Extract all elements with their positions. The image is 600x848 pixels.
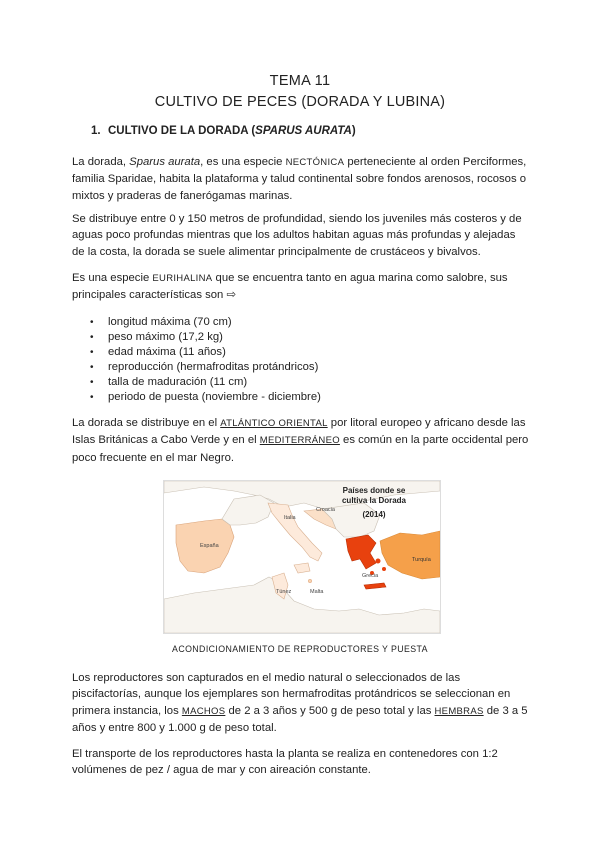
p1-text-a: La dorada, bbox=[72, 156, 130, 168]
map-title-line2: cultiva la Dorada bbox=[341, 496, 407, 505]
map-country-greece bbox=[346, 535, 376, 569]
p4-term-mediterraneo: MEDITERRÁNEO bbox=[259, 435, 340, 447]
map-title-year: (2014) bbox=[362, 510, 386, 519]
list-item: • peso máximo (17,2 kg) bbox=[90, 330, 321, 345]
p1-term-nectonica: NECTÓNICA bbox=[285, 157, 345, 168]
p4-text-e: es común en la parte occidental pero poco frecuente en el mar Negro. bbox=[72, 434, 529, 464]
map-label-greece: Grecia bbox=[362, 573, 379, 579]
section-heading-text: CULTIVO DE LA DORADA ( bbox=[108, 125, 256, 137]
map-label-tunisia: Túnez bbox=[276, 589, 292, 595]
list-item: • talla de maduración (11 cm) bbox=[90, 375, 321, 390]
p5-text-a: Los reproductores son capturados en el medio natural o seleccionados de las piscifactorías, aunque los ejemplares son hermafroditas protándricos se seleccionan en primera instancia, los bbox=[72, 672, 511, 717]
paragraph-distribution-depth: Se distribuye entre 0 y 150 metros de profundidad, siendo los juveniles más costeros y de aguas poco profundas mientras que los adultos habitan aguas más profundas y alejadas de la costa, la dorada se suele alimentar principalmente de crustáceos y bivalvos. bbox=[72, 213, 522, 258]
page-title: TEMA 11 bbox=[269, 73, 331, 89]
characteristics-list bbox=[90, 315, 321, 405]
p1-species: Sparus aurata bbox=[129, 156, 201, 168]
paragraph-broodstock bbox=[72, 670, 530, 737]
section-heading-close: ) bbox=[351, 125, 356, 137]
section-number: 1. bbox=[91, 125, 101, 137]
map-land-africa bbox=[164, 577, 440, 633]
p5-term-machos: MACHOS bbox=[181, 705, 226, 717]
list-item: • longitud máxima (70 cm) bbox=[90, 315, 321, 330]
map-island-sicily bbox=[294, 563, 310, 573]
p5-term-hembras: HEMBRAS bbox=[434, 705, 484, 717]
map-island-crete bbox=[364, 583, 386, 589]
p4-text-a: La dorada se distribuye en el bbox=[72, 417, 221, 429]
section-heading bbox=[91, 125, 356, 137]
p4-term-atlantico: ATLÁNTICO ORIENTAL bbox=[220, 418, 328, 429]
paragraph-geographic-distribution bbox=[72, 415, 530, 466]
map-country-turkey bbox=[380, 531, 440, 579]
p3-term-eurihalina: EURIHALINA bbox=[152, 273, 213, 284]
p5-text-c: de 2 a 3 años y 500 g de peso total y las bbox=[225, 704, 435, 717]
map-island-aegean-2 bbox=[382, 567, 386, 571]
map-label-croatia: Croacia bbox=[316, 507, 335, 513]
distribution-map bbox=[163, 480, 441, 634]
p1-text-e: perteneciente al orden Perciformes, familia Sparidae, habita la plataforma y talud continental sobre fondos arenosos, rocosos o mixtos y praderas de fanerógamas marinas. bbox=[72, 156, 527, 202]
page-subtitle: CULTIVO DE PECES (DORADA Y LUBINA) bbox=[154, 94, 446, 110]
p4-text-c: por litoral europeo y africano desde las Islas Británicas a Cabo Verde y en el bbox=[72, 417, 526, 447]
map-country-malta bbox=[308, 579, 312, 583]
p3-text-c: que se encuentra tanto en agua marina como salobre, sus principales características son ⇨ bbox=[72, 272, 508, 302]
paragraph-euryhaline bbox=[72, 270, 530, 304]
p1-text-c: , es una especie bbox=[200, 156, 286, 168]
map-country-france bbox=[222, 495, 274, 525]
list-item: • reproducción (hermafroditas protándricos) bbox=[90, 360, 321, 375]
map-label-italy: Italia bbox=[284, 515, 296, 521]
paragraph-transport: El transporte de los reproductores hasta la planta se realiza en contenedores con 1:2 volúmenes de pez / agua de mar y con aireación constante. bbox=[72, 748, 498, 777]
map-label-malta: Malta bbox=[310, 589, 324, 595]
p3-text-a: Es una especie bbox=[72, 272, 153, 284]
list-item: • edad máxima (11 años) bbox=[90, 345, 321, 360]
section-subheading: ACONDICIONAMIENTO DE REPRODUCTORES Y PUESTA bbox=[172, 644, 428, 654]
map-title-line1: Países donde se bbox=[342, 486, 406, 495]
map-label-turkey: Turquía bbox=[412, 557, 431, 563]
list-item: • periodo de puesta (noviembre - diciembre) bbox=[90, 390, 321, 405]
map-island-aegean-1 bbox=[376, 559, 381, 564]
paragraph-description bbox=[72, 154, 530, 204]
p5-text-e: de 3 a 5 años y entre 800 y 1.000 g de peso total. bbox=[72, 704, 528, 735]
section-heading-species: SPARUS AURATA bbox=[255, 125, 352, 137]
map-graphic bbox=[164, 481, 440, 633]
map-label-spain: España bbox=[200, 543, 219, 549]
